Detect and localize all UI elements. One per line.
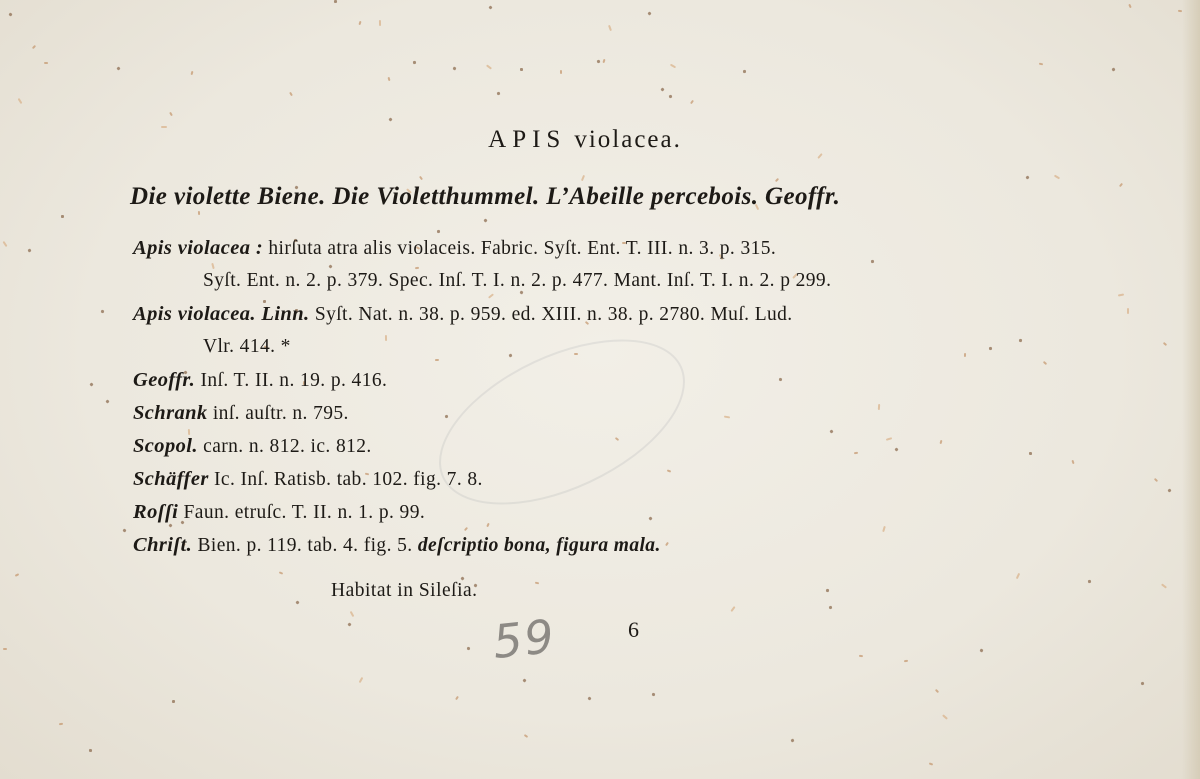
reference-name: Geoffr. [133,369,196,391]
reference-line [203,336,291,358]
paper-fleck [1054,175,1060,180]
paper-fleck [939,440,942,444]
reference-name: Scopol. [133,435,198,457]
paper-fleck [59,723,63,725]
reference-text: inſ. auſtr. n. 795. [207,403,349,424]
paper-fleck [665,542,669,546]
paper-fleck [829,606,833,610]
paper-fleck [413,61,417,65]
reference-line [133,435,372,458]
paper-fleck [574,353,578,355]
paper-fleck [419,176,423,180]
paper-fleck [602,59,605,63]
paper-fleck [3,648,7,650]
reference-text: Bien. p. 119. tab. 4. fig. 5. [192,535,418,556]
paper-fleck [587,696,591,700]
reference-name: Apis violacea : [133,237,264,259]
paper-fleck [871,260,875,264]
reference-text: hirſuta atra alis violaceis. Fabric. Syſt. Ent. T. III. n. 3. p. 315. [263,238,777,259]
paper-fleck [522,678,526,682]
paper-fleck [44,62,48,64]
paper-fleck [1154,478,1158,482]
paper-fleck [1029,452,1032,455]
paper-fleck [486,523,490,527]
paper-fleck [32,45,36,49]
paper-fleck [669,95,673,99]
paper-fleck [488,293,494,298]
paper-fleck [854,452,858,454]
paper-fleck [964,353,966,357]
page-number: 6 [628,617,639,642]
paper-fleck [172,700,175,703]
paper-fleck [560,70,562,74]
common-names: Die violette Biene. Die Violetthummel. L’Abeille percebois. Geoffr. [130,183,841,210]
paper-fleck [455,696,459,700]
paper-fleck [1127,308,1129,314]
reference-line [133,237,776,260]
reference-name: Chriſt. [133,534,193,556]
paper-fleck [415,267,419,269]
paper-fleck [116,66,120,70]
paper-fleck [724,416,730,419]
paper-fleck [1088,580,1092,584]
paper-fleck [878,404,880,410]
paper-fleck [904,660,908,662]
paper-fleck [859,655,863,657]
paper-fleck [445,415,449,419]
paper-fleck [989,347,993,351]
paper-fleck [334,0,337,3]
paper-fleck [388,117,392,121]
paper-fleck [168,523,172,527]
paper-fleck [1128,4,1132,8]
paper-fleck [435,359,439,361]
paper-fleck [1016,573,1020,579]
reference-line [133,501,425,524]
paper-fleck [105,399,109,403]
reference-name: Schrank [133,402,208,424]
paper-fleck [652,693,656,697]
reference-text: carn. n. 812. ic. 812. [197,436,372,457]
paper-fleck [1071,460,1074,464]
pencil-annotation: 59 [490,608,559,670]
paper-fleck [1119,183,1123,187]
paper-fleck [101,310,105,314]
paper-fleck [27,248,31,252]
paper-fleck [894,447,898,451]
paper-fleck [660,87,664,91]
paper-fleck [497,92,501,96]
paper-fleck [509,354,513,358]
paper-fleck [1111,67,1115,71]
paper-fleck [437,230,440,233]
paper-fleck [826,589,830,593]
paper-fleck [347,622,351,626]
paper-fleck [289,92,293,96]
reference-line [133,402,349,425]
paper-fleck [670,64,676,69]
paper-fleck [61,215,64,218]
paper-fleck [690,100,694,104]
paper-fleck [581,175,585,181]
reference-text: Faun. etruſc. T. II. n. 1. p. 99. [178,502,426,523]
paper-fleck [89,382,93,386]
paper-fleck [743,70,746,73]
reference-line [203,270,831,292]
paper-fleck [486,64,492,69]
paper-fleck [18,98,23,104]
reference-line [133,303,793,326]
paper-fleck [791,739,795,743]
paper-fleck [1025,175,1029,179]
paper-fleck [358,21,361,25]
paper-fleck [488,5,492,9]
reference-text: Vlr. 414. * [203,336,291,357]
paper-fleck [597,60,601,64]
paper-fleck [387,77,390,81]
title-species: violacea. [574,126,682,153]
paper-fleck [647,11,651,15]
paper-fleck [935,689,939,693]
reference-text: Inſ. T. II. n. 19. p. 416. [195,370,388,391]
paper-fleck [2,241,7,247]
paper-fleck [929,762,933,765]
title-genus: APIS [488,126,567,153]
reference-comment: deſcriptio bona, figura mala. [417,535,661,556]
paper-fleck [464,527,468,531]
paper-fleck [211,263,214,269]
paper-fleck [359,677,364,683]
paper-fleck [453,67,457,71]
paper-fleck [279,571,283,574]
paper-fleck [467,647,471,651]
paper-fleck [483,218,487,222]
paper-fleck [350,611,355,617]
reference-text: Ic. Inſ. Ratisb. tab. 102. fig. 7. 8. [208,469,483,490]
paper-fleck [169,112,173,116]
paper-fleck [385,335,387,341]
reference-text: Syſt. Nat. n. 38. p. 959. ed. XIII. n. 38. p. 2780. Muſ. Lud. [309,304,793,325]
habitat-line: Habitat in Sileſia. [331,580,478,601]
paper-fleck [379,20,381,26]
paper-fleck [89,749,92,752]
paper-fleck [942,714,948,719]
paper-fleck [1161,583,1167,588]
paper-fleck [882,526,886,532]
paper-fleck [648,516,652,520]
paper-fleck [122,528,126,532]
paper-fleck [198,211,200,215]
page-edge-shadow [1182,0,1200,779]
paper-fleck [1019,339,1023,343]
paper-fleck [1039,63,1043,66]
paper-fleck [1141,682,1145,686]
paper-fleck [608,25,612,31]
paper-fleck [886,437,892,441]
paper-fleck [328,264,332,268]
reference-name: Schäffer [133,468,209,490]
reference-name: Apis violacea. Linn. [133,303,310,325]
paper-fleck [829,429,833,433]
paper-fleck [979,648,983,652]
paper-fleck [190,71,193,75]
reference-text: Syſt. Ent. n. 2. p. 379. Spec. Inſ. T. I. n. 2. p. 477. Mant. Inſ. T. I. n. 2. p 299. [203,270,832,291]
paper-fleck [667,469,671,472]
page-title [0,126,1170,154]
paper-fleck [1163,342,1167,346]
reference-line [133,468,483,491]
reference-line [133,534,661,557]
paper-fleck [1043,361,1047,365]
paper-fleck [524,734,528,738]
paper-fleck [15,573,19,576]
paper-fleck [1118,293,1124,296]
paper-fleck [1178,10,1182,12]
paper-fleck [779,378,783,382]
reference-name: Roſſi [133,501,179,523]
paper-fleck [295,600,299,604]
paper-fleck [520,68,523,71]
faint-stamp-bleedthrough [414,305,710,538]
paper-fleck [1167,488,1171,492]
reference-line [133,369,387,392]
paper-fleck [535,582,539,585]
paper-fleck [8,12,12,16]
paper-fleck [775,178,779,182]
paper-fleck [730,606,735,612]
